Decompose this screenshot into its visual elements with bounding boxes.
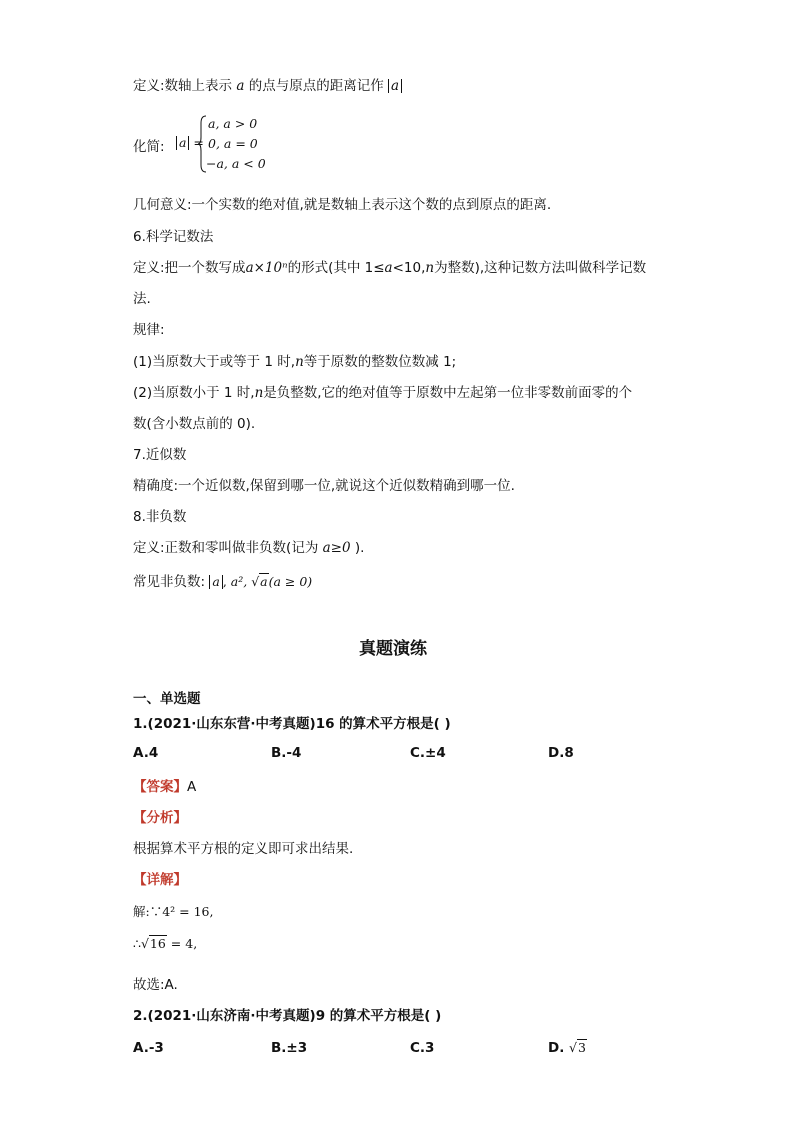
q1-step1: 解:∵4² = 16,	[133, 904, 214, 919]
case-zero: 0, a = 0	[208, 136, 258, 151]
approx-precision: 精确度:一个近似数,保留到哪一位,就说这个近似数精确到哪一位.	[133, 478, 515, 494]
nonneg-common-expr: a²,	[230, 574, 248, 589]
sci-def-a: 定义:把一个数写成	[133, 260, 246, 276]
q1-option-a: A.4	[133, 745, 159, 761]
sci-heading: 6.科学记数法	[133, 229, 214, 245]
sci-rule2-end: 数(含小数点前的 0).	[133, 416, 256, 432]
nonneg-heading: 8.非负数	[133, 509, 187, 525]
sqrt-symbol: √16	[140, 936, 166, 951]
sci-rule2: (2)当原数小于 1 时,n是负整数,它的绝对值等于原数中左起第一位非零数前面零的个	[133, 385, 633, 401]
analysis-tag: 【分析】	[133, 810, 187, 826]
q2-option-b: B.±3	[271, 1040, 308, 1056]
answer-tag: 【答案】	[133, 779, 187, 795]
q1-option-d: D.8	[548, 745, 574, 761]
abs-a-symbol: a =	[176, 135, 204, 150]
sci-def-end: 法.	[133, 291, 151, 307]
q1-answer: A	[187, 779, 197, 795]
q1-step2: ∴√16 = 4,	[133, 936, 198, 951]
q2-option-a: A.-3	[133, 1040, 164, 1056]
case-negative: −a, a < 0	[206, 156, 266, 171]
geometry-meaning: 几何意义:一个实数的绝对值,就是数轴上表示这个数的点到原点的距离.	[133, 197, 552, 213]
part-heading: 一、单选题	[133, 691, 201, 707]
sci-def-d: 为整数),这种记数方法叫做科学记数	[434, 260, 647, 276]
abs-definition-tail: 的点与原点的距离记作	[248, 78, 384, 94]
sqrt-symbol: √3	[569, 1040, 586, 1055]
q1-answer-line	[133, 775, 196, 795]
q1-analysis: 根据算术平方根的定义即可求出结果.	[133, 841, 354, 857]
q1-conclusion: 故选:A.	[133, 977, 178, 993]
sci-def-expr: a×10ⁿ	[245, 260, 288, 276]
q2-stem: 2.(2021·山东济南·中考真题)9 的算术平方根是( )	[133, 1008, 442, 1024]
nonneg-expr: a≥0	[322, 540, 351, 556]
sci-def-c: <10,	[392, 260, 426, 276]
q2-option-d: D. √3	[548, 1040, 586, 1056]
simplify-label: 化简:	[133, 139, 165, 155]
q1-option-c: C.±4	[410, 745, 446, 761]
section-title: 真题演练	[359, 639, 427, 659]
detail-tag: 【详解】	[133, 872, 187, 888]
abs-definition-line	[133, 74, 402, 94]
sci-definition-line: 定义:把一个数写成a×10ⁿ的形式(其中 1≤a<10,n为整数),这种记数方法叫做科学记数	[133, 260, 647, 276]
nonneg-definition: 定义:正数和零叫做非负数(记为 a≥0 ).	[133, 540, 365, 556]
nonneg-common: 常见非负数: a , a², √a(a ≥ 0)	[133, 574, 313, 590]
abs-symbol: a	[388, 79, 402, 93]
q1-option-b: B.-4	[271, 745, 302, 761]
q1-stem: 1.(2021·山东东营·中考真题)16 的算术平方根是( )	[133, 716, 451, 732]
abs-definition-text: 定义:数轴上表示	[133, 78, 233, 94]
sci-rule1: (1)当原数大于或等于 1 时,n等于原数的整数位数减 1;	[133, 354, 457, 370]
sci-def-b: 的形式(其中 1≤	[287, 260, 385, 276]
sqrt-symbol: √a	[251, 574, 268, 589]
nonneg-common-tail: (a ≥ 0)	[268, 574, 313, 589]
approx-heading: 7.近似数	[133, 447, 187, 463]
nonneg-common-label: 常见非负数:	[133, 574, 206, 590]
abs-definition-var: a	[236, 78, 245, 94]
q2-option-c: C.3	[410, 1040, 435, 1056]
sci-rule-label: 规律:	[133, 322, 165, 338]
case-positive: a, a > 0	[208, 116, 258, 131]
